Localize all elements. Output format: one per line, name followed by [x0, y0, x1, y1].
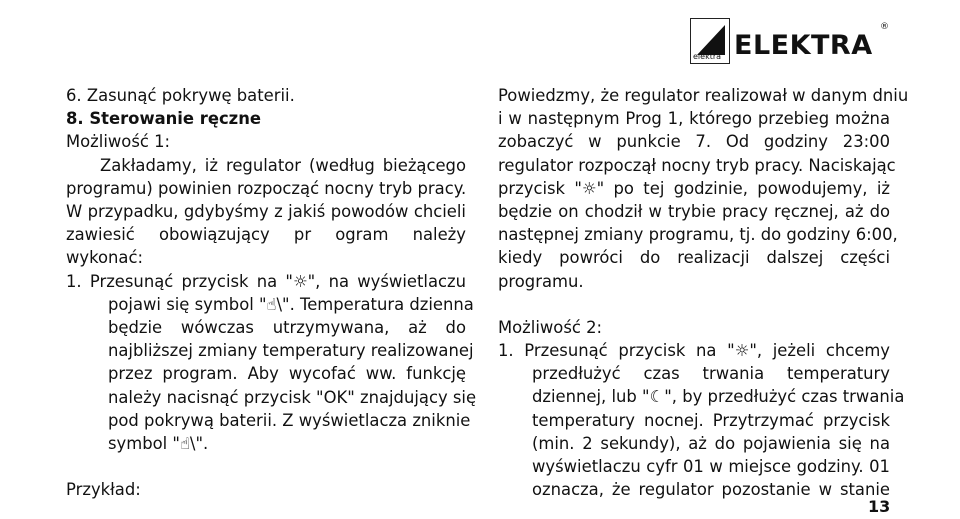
text-line: i w następnym Prog 1, którego przebieg można: [498, 109, 890, 129]
text-line: 6. Zasunąć pokrywę baterii.: [66, 86, 295, 105]
paragraph-gap: [498, 293, 890, 316]
left-column: [66, 84, 477, 501]
text-line: programu.: [498, 271, 584, 291]
text-line: przedłużyć czas trwania temperatury: [532, 364, 890, 384]
text-line: Zakładamy, iż regulator (według bieżącego: [100, 155, 466, 175]
registered-mark: ®: [880, 22, 889, 32]
page-number: 13: [868, 497, 891, 516]
text-line: temperatury nocnej. Przytrzymać przycisk: [532, 410, 890, 430]
text-line: będzie on chodził w trybie pracy ręcznej, aż do: [498, 202, 890, 222]
text-line: będzie wówczas utrzymywana, aż do: [108, 318, 466, 338]
logo-small-text: elektra: [693, 52, 722, 61]
text-line: Powiedzmy, że regulator realizował w danym dniu: [498, 86, 909, 105]
text-line: zawiesić obowiązujący pr ogram należy: [66, 225, 466, 245]
text-line: najbliższej zmiany temperatury realizowanej: [108, 341, 474, 361]
text-line: Możliwość 2:: [498, 317, 603, 337]
text-line: dziennej, lub "☾", by przedłużyć czas trwania: [532, 387, 905, 407]
logo-brand-text: ELEKTRA: [734, 30, 873, 61]
text-line: następnej zmiany programu, tj. do godziny 6:00,: [498, 225, 898, 245]
text-line: programu) powinien rozpocząć nocny tryb pracy.: [66, 178, 467, 198]
text-line: symbol "☝\".: [108, 434, 209, 454]
elektra-logo: [690, 18, 890, 64]
section-heading: 8. Sterowanie ręczne: [66, 109, 261, 129]
right-column: [498, 84, 909, 501]
text-line: pojawi się symbol "☝\". Temperatura dzienna: [108, 294, 474, 314]
text-line: zobaczyć w punkcie 7. Od godziny 23:00: [498, 132, 890, 152]
text-line: wyświetlaczu cyfr 01 w miejsce godziny. 01: [532, 457, 890, 477]
text-line: 1. Przesunąć przycisk na "☼", na wyświetlaczu: [66, 271, 466, 291]
text-line: przycisk "☼" po tej godzinie, powodujemy, iż: [498, 178, 890, 198]
paragraph-gap: [66, 455, 466, 478]
text-line: oznacza, że regulator pozostanie w stanie: [532, 480, 890, 500]
text-line: należy nacisnąć przycisk "OK" znajdujący się: [108, 387, 477, 407]
logo-emblem: [690, 18, 730, 64]
text-line: Przykład:: [66, 480, 141, 500]
text-line: pod pokrywą baterii. Z wyświetlacza zniknie: [108, 410, 471, 430]
text-line: przez program. Aby wycofać ww. funkcję: [108, 364, 466, 384]
text-line: Możliwość 1:: [66, 132, 171, 152]
text-line: regulator rozpoczął nocny tryb pracy. Naciskając: [498, 155, 896, 175]
text-line: kiedy powróci do realizacji dalszej części: [498, 248, 890, 268]
text-line: wykonać:: [66, 248, 144, 268]
text-line: 1. Przesunąć przycisk na "☼", jeżeli chcemy: [498, 341, 890, 361]
text-line: (min. 2 sekundy), aż do pojawienia się na: [532, 433, 890, 453]
text-line: W przypadku, gdybyśmy z jakiś powodów chcieli: [66, 202, 466, 222]
